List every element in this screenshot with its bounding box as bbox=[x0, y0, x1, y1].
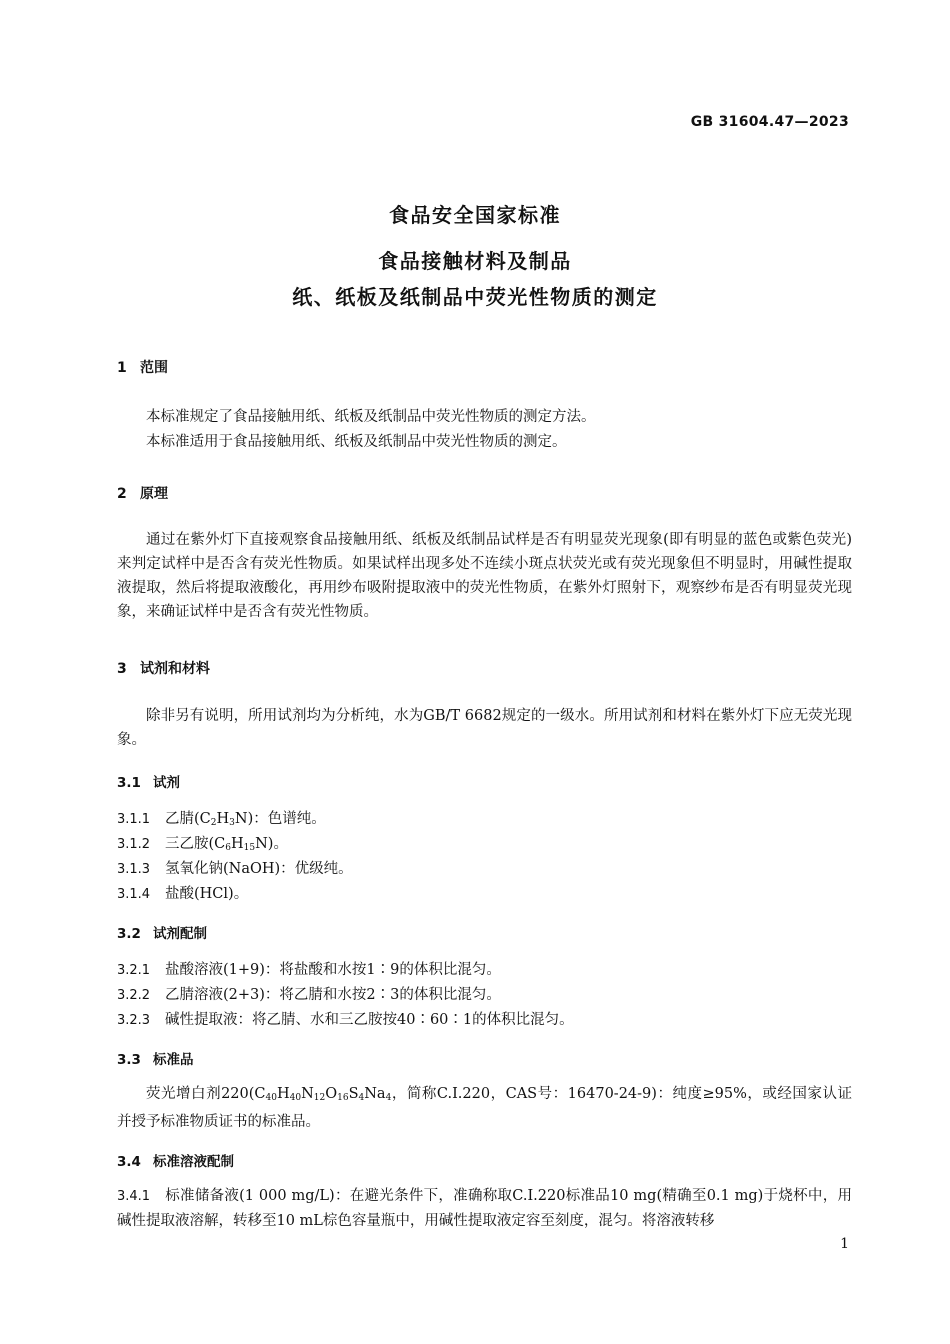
subsection-heading bbox=[117, 1048, 194, 1068]
section-number: 2 bbox=[117, 486, 127, 502]
list-item bbox=[117, 882, 248, 903]
section-number: 3 bbox=[117, 661, 127, 677]
subsection-title: 标准品 bbox=[153, 1052, 194, 1068]
document-subtitle-2: 纸、纸板及纸制品中荧光性物质的测定 bbox=[292, 285, 658, 309]
item-text: 标准储备液(1 000 mg/L)：在避光条件下，准确称取C.I.220标准品10 mg(精确至0.1 mg)于烧杯中，用碱性提取液溶解，转移至10 mL棕色容量瓶中，用碱性提取液定容至刻度，混匀。将溶液转移 bbox=[117, 1188, 852, 1229]
paragraph: 本标准适用于食品接触用纸、纸板及纸制品中荧光性物质的测定。 bbox=[146, 434, 567, 450]
item-number: 3.1.1 bbox=[117, 812, 151, 827]
subsection-number: 3.3 bbox=[117, 1052, 141, 1068]
paragraph bbox=[117, 1184, 852, 1233]
item-text: N)。 bbox=[255, 836, 288, 852]
subsection-number: 3.2 bbox=[117, 926, 141, 942]
item-text: 乙腈(C bbox=[165, 811, 211, 827]
text: O bbox=[325, 1086, 338, 1102]
list-item bbox=[117, 983, 501, 1004]
list-item bbox=[117, 832, 288, 853]
paragraph: 本标准规定了食品接触用纸、纸板及纸制品中荧光性物质的测定方法。 bbox=[146, 409, 596, 425]
item-text: 碱性提取液：将乙腈、水和三乙胺按40∶60∶1的体积比混匀。 bbox=[165, 1012, 574, 1028]
subsection-number: 3.4 bbox=[117, 1154, 141, 1170]
text: S bbox=[348, 1086, 359, 1102]
paragraph bbox=[117, 1082, 852, 1134]
subscript: 4 bbox=[385, 1093, 392, 1103]
page-number: 1 bbox=[840, 1236, 849, 1252]
subscript: 40 bbox=[289, 1093, 302, 1103]
subscript: 12 bbox=[313, 1093, 326, 1103]
item-number: 3.1.2 bbox=[117, 837, 151, 852]
section-1-heading bbox=[117, 357, 168, 377]
subscript: 4 bbox=[358, 1093, 365, 1103]
item-number: 3.1.4 bbox=[117, 887, 151, 902]
subscript: 3 bbox=[229, 818, 235, 828]
text: Na bbox=[364, 1086, 386, 1102]
list-item bbox=[117, 857, 353, 878]
paragraph: 通过在紫外灯下直接观察食品接触用纸、纸板及纸制品试样是否有明显荧光现象(即有明显的蓝色或紫色荧光)来判定试样中是否含有荧光性物质。如果试样出现多处不连续小斑点状荧光或有荧光现象但不明显时，用碱性提取液提取，然后将提取液酸化，再用纱布吸附提取液中的荧光性物质，在紫外灯照射下，观察纱布是否有明显荧光现象，来确证试样中是否含有荧光性物质。 bbox=[117, 532, 852, 620]
item-number: 3.2.1 bbox=[117, 963, 151, 978]
item-number: 3.4.1 bbox=[117, 1189, 151, 1204]
text: H bbox=[276, 1086, 290, 1102]
subsection-title: 试剂 bbox=[153, 775, 180, 791]
item-text: H bbox=[216, 811, 230, 827]
item-number: 3.2.3 bbox=[117, 1013, 151, 1028]
section-number: 1 bbox=[117, 360, 127, 376]
item-text: N)：色谱纯。 bbox=[234, 811, 326, 827]
subscript: 16 bbox=[337, 1093, 349, 1103]
item-number: 3.1.3 bbox=[117, 862, 151, 877]
subsection-heading bbox=[117, 771, 180, 791]
section-title: 范围 bbox=[140, 360, 168, 376]
item-text: 乙腈溶液(2+3)：将乙腈和水按2∶3的体积比混匀。 bbox=[165, 987, 501, 1003]
item-text: 盐酸(HCl)。 bbox=[165, 886, 249, 902]
list-item bbox=[117, 1008, 574, 1029]
list-item bbox=[117, 958, 501, 979]
item-number: 3.2.2 bbox=[117, 988, 151, 1003]
item-text: 氢氧化钠(NaOH)：优级纯。 bbox=[165, 861, 353, 877]
text: N bbox=[301, 1086, 314, 1102]
section-title: 试剂和材料 bbox=[140, 661, 210, 677]
standard-number: GB 31604.47—2023 bbox=[690, 114, 849, 130]
text: 荧光增白剂220(C bbox=[146, 1086, 266, 1102]
section-3-heading bbox=[117, 658, 210, 678]
subsection-heading bbox=[117, 922, 207, 942]
document-title: 食品安全国家标准 bbox=[389, 203, 561, 227]
subsection-heading bbox=[117, 1150, 234, 1170]
subsection-number: 3.1 bbox=[117, 775, 141, 791]
subsection-title: 标准溶液配制 bbox=[153, 1154, 234, 1170]
subscript: 6 bbox=[225, 843, 231, 853]
subscript: 2 bbox=[210, 818, 217, 828]
section-2-heading bbox=[117, 483, 168, 503]
list-item bbox=[117, 807, 326, 828]
section-title: 原理 bbox=[140, 486, 168, 502]
subscript: 15 bbox=[243, 843, 256, 853]
text: ，简称C.I.220，CAS号：16470-24-9)：纯度≥95%，或经国家认证并授予标准物质证书的标准品。 bbox=[117, 1086, 852, 1130]
item-text: H bbox=[231, 836, 244, 852]
subsection-title: 试剂配制 bbox=[153, 926, 207, 942]
item-text: 盐酸溶液(1+9)：将盐酸和水按1∶9的体积比混匀。 bbox=[165, 962, 501, 978]
paragraph: 除非另有说明，所用试剂均为分析纯，水为GB/T 6682规定的一级水。所用试剂和材料在紫外灯下应无荧光现象。 bbox=[117, 708, 852, 748]
item-text: 三乙胺(C bbox=[165, 836, 226, 852]
subscript: 40 bbox=[265, 1093, 277, 1103]
document-subtitle: 食品接触材料及制品 bbox=[378, 249, 572, 273]
